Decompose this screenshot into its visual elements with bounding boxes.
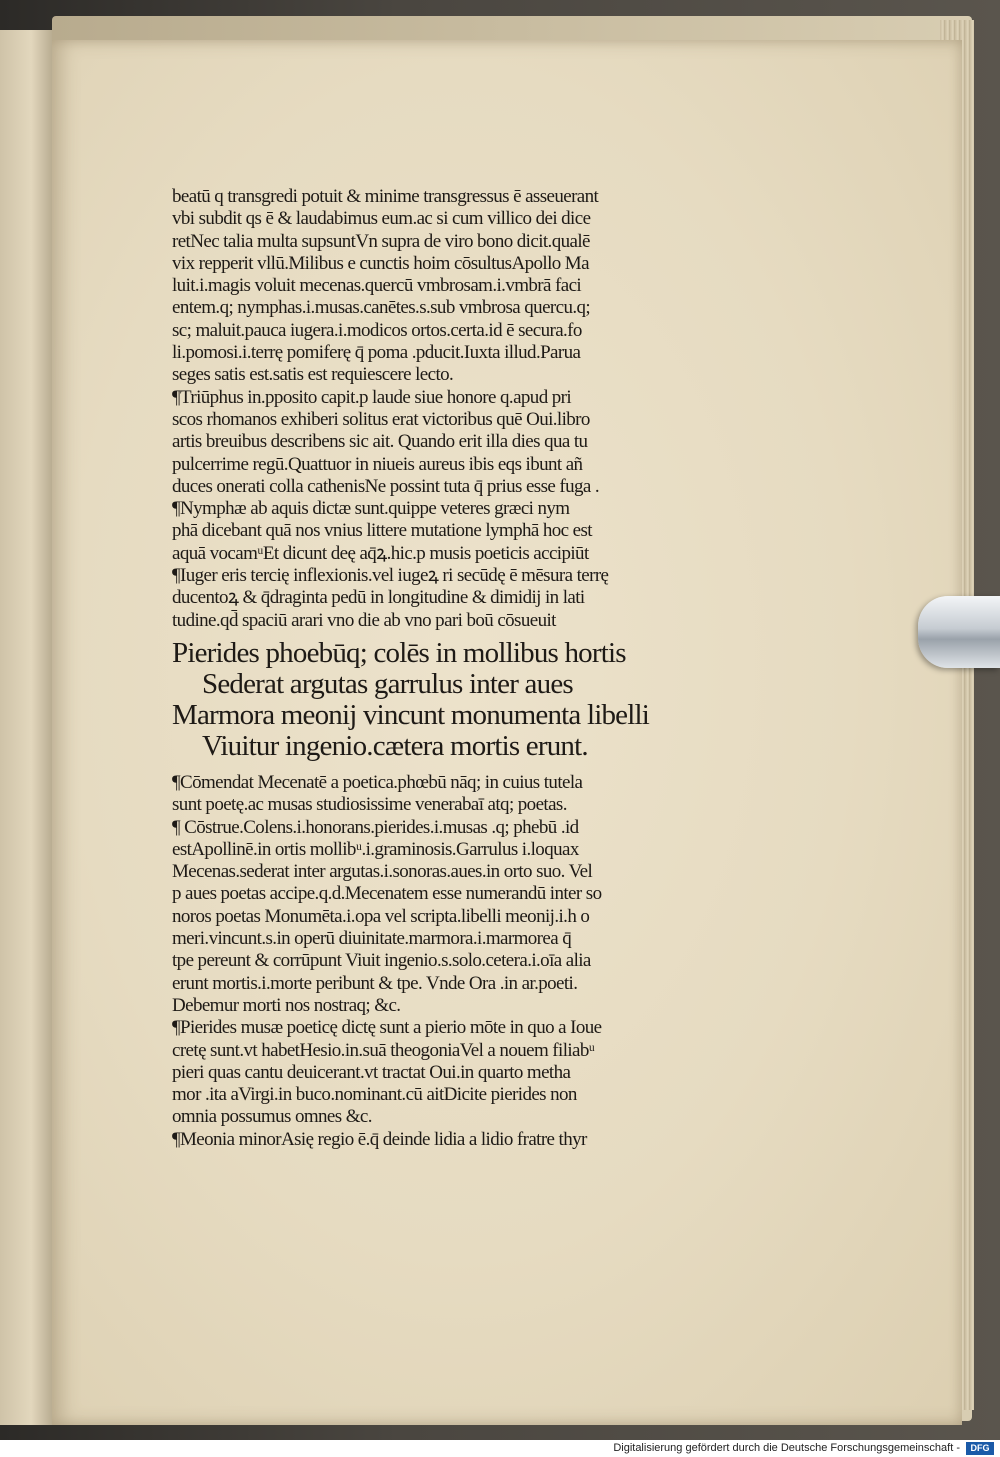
text-line: cretę sunt.vt habetHesio.in.suā theogoniaVel a nouem filiabᵘ [172, 1039, 595, 1061]
page-text [172, 186, 767, 1151]
text-line: aquā vocamᵘEt dicunt deę aq̄ꝝ.hic.p musis poeticis accipiūt [172, 542, 589, 564]
text-line: p aues poetas accipe.q.d.Mecenatem esse numerandū inter so [172, 883, 602, 905]
text-line: ¶ Cōstrue.Colens.i.honorans.pierides.i.musas .q; phebū .id [172, 816, 579, 838]
text-line: seges satis est.satis est requiescere lecto. [172, 364, 454, 386]
text-line: Debemur morti nos nostraq; &c. [172, 994, 401, 1016]
text-line: vbi subdit qs ē & laudabimus eum.ac si cum villico dei dice [172, 208, 591, 230]
prose-top [172, 186, 767, 632]
text-line: mor .ita aVirgi.in buco.nominant.cū aitDicite pierides non [172, 1084, 577, 1106]
text-line: tudine.qd̄ spaciū arari vno die ab vno pari boū cōsueuit [172, 609, 556, 631]
text-line: ¶Triūphus in.pposito capit.p laude siue honore q.apud pri [172, 386, 572, 408]
text-line: beatū q transgredi potuit & minime transgressus ē asseuerant [172, 186, 599, 207]
text-line: entem.q; nymphas.i.musas.canētes.s.sub vmbrosa quercu.q; [172, 297, 591, 319]
verse-line: Marmora meonij vincunt monumenta libelli [172, 699, 650, 731]
text-line: luit.i.magis voluit mecenas.quercū vmbrosam.i.vmbrā faci [172, 275, 582, 297]
text-line: artis breuibus describens sic ait. Quando erit illa dies qua tu [172, 431, 588, 453]
text-line: duces onerati colla cathenisNe possint tuta q̄ prius esse fuga . [172, 475, 600, 497]
text-line: phā dicebant quā nos vnius littere mutatione lymphā hoc est [172, 520, 592, 542]
text-line: pulcerrime regū.Quattuor in niueis aureus ibis eqs ibunt añ [172, 453, 583, 475]
text-line: tpe pereunt & corrūpunt Viuit ingenio.s.solo.cetera.i.oīa alia [172, 950, 591, 972]
text-line: estApollinē.in ortis mollibᵘ.i.graminosis.Garrulus i.loquax [172, 838, 579, 860]
text-line: pieri quas cantu deuicerant.vt tractat Oui.in quarto metha [172, 1061, 571, 1083]
text-line: ¶Nymphæ ab aquis dictæ sunt.quippe veteres græci nym [172, 498, 570, 520]
text-line: sunt poetę.ac musas studiosissime venerabaī atq; poetas. [172, 794, 567, 816]
text-line: Mecenas.sederat inter argutas.i.sonoras.aues.in orto suo. Vel [172, 861, 593, 883]
prose-bottom [172, 772, 767, 1151]
text-line: sc; maluit.pauca iugera.i.modicos ortos.certa.id ē secura.fo [172, 319, 582, 341]
verse-line: Viuitur ingenio.cætera mortis erunt. [202, 730, 588, 762]
text-line: meri.vincunt.s.in operū diuinitate.marmora.i.marmorea q̄ [172, 928, 572, 950]
text-line: scos rhomanos exhiberi solitus erat victoribus quē Oui.libro [172, 408, 590, 430]
page-clip [918, 596, 1000, 668]
text-line: li.pomosi.i.terrę pomiferę q̄ poma .pducit.Iuxta illud.Parua [172, 342, 581, 364]
text-line: ¶Pierides musæ poeticę dictę sunt a pierio mōte in quo a Ioue [172, 1017, 602, 1039]
text-line: omnia possumus omnes &c. [172, 1106, 372, 1128]
dfg-logo: DFG [966, 1442, 994, 1455]
facing-page-edge [0, 30, 54, 1425]
text-line: ¶Meonia minorAsię regio ē.q̄ deinde lidia a lidio fratre thyr [172, 1128, 587, 1150]
text-line: vix repperit vllū.Milibus e cunctis hoim cōsultusApollo Ma [172, 252, 589, 274]
verse-block [172, 638, 767, 762]
text-line: ducentoꝝ & q̄draginta pedū in longitudine & dimidij in lati [172, 587, 585, 609]
text-line: erunt mortis.i.morte peribunt & tpe. Vnde Ora .in ar.poeti. [172, 972, 578, 994]
text-line: ¶Cōmendat Mecenatē a poetica.phœbū nāq; in cuius tutela [172, 771, 583, 793]
text-line: ¶Iuger eris tercię inflexionis.vel iugeꝝ ri secūdę ē mēsura terrę [172, 565, 609, 587]
footer-bar [0, 1440, 1000, 1457]
text-line: noros poetas Monumēta.i.opa vel scripta.libelli meonij.i.h o [172, 905, 590, 927]
footer-credit: Digitalisierung gefördert durch die Deutsche Forschungsgemeinschaft - [613, 1442, 960, 1454]
verse-line: Pierides phoebūq; colēs in mollibus hortis [172, 637, 626, 669]
text-line: retNec talia multa supsuntVn supra de viro bono dicit.qualē [172, 230, 590, 252]
verse-line: Sederat argutas garrulus inter aues [202, 668, 573, 700]
